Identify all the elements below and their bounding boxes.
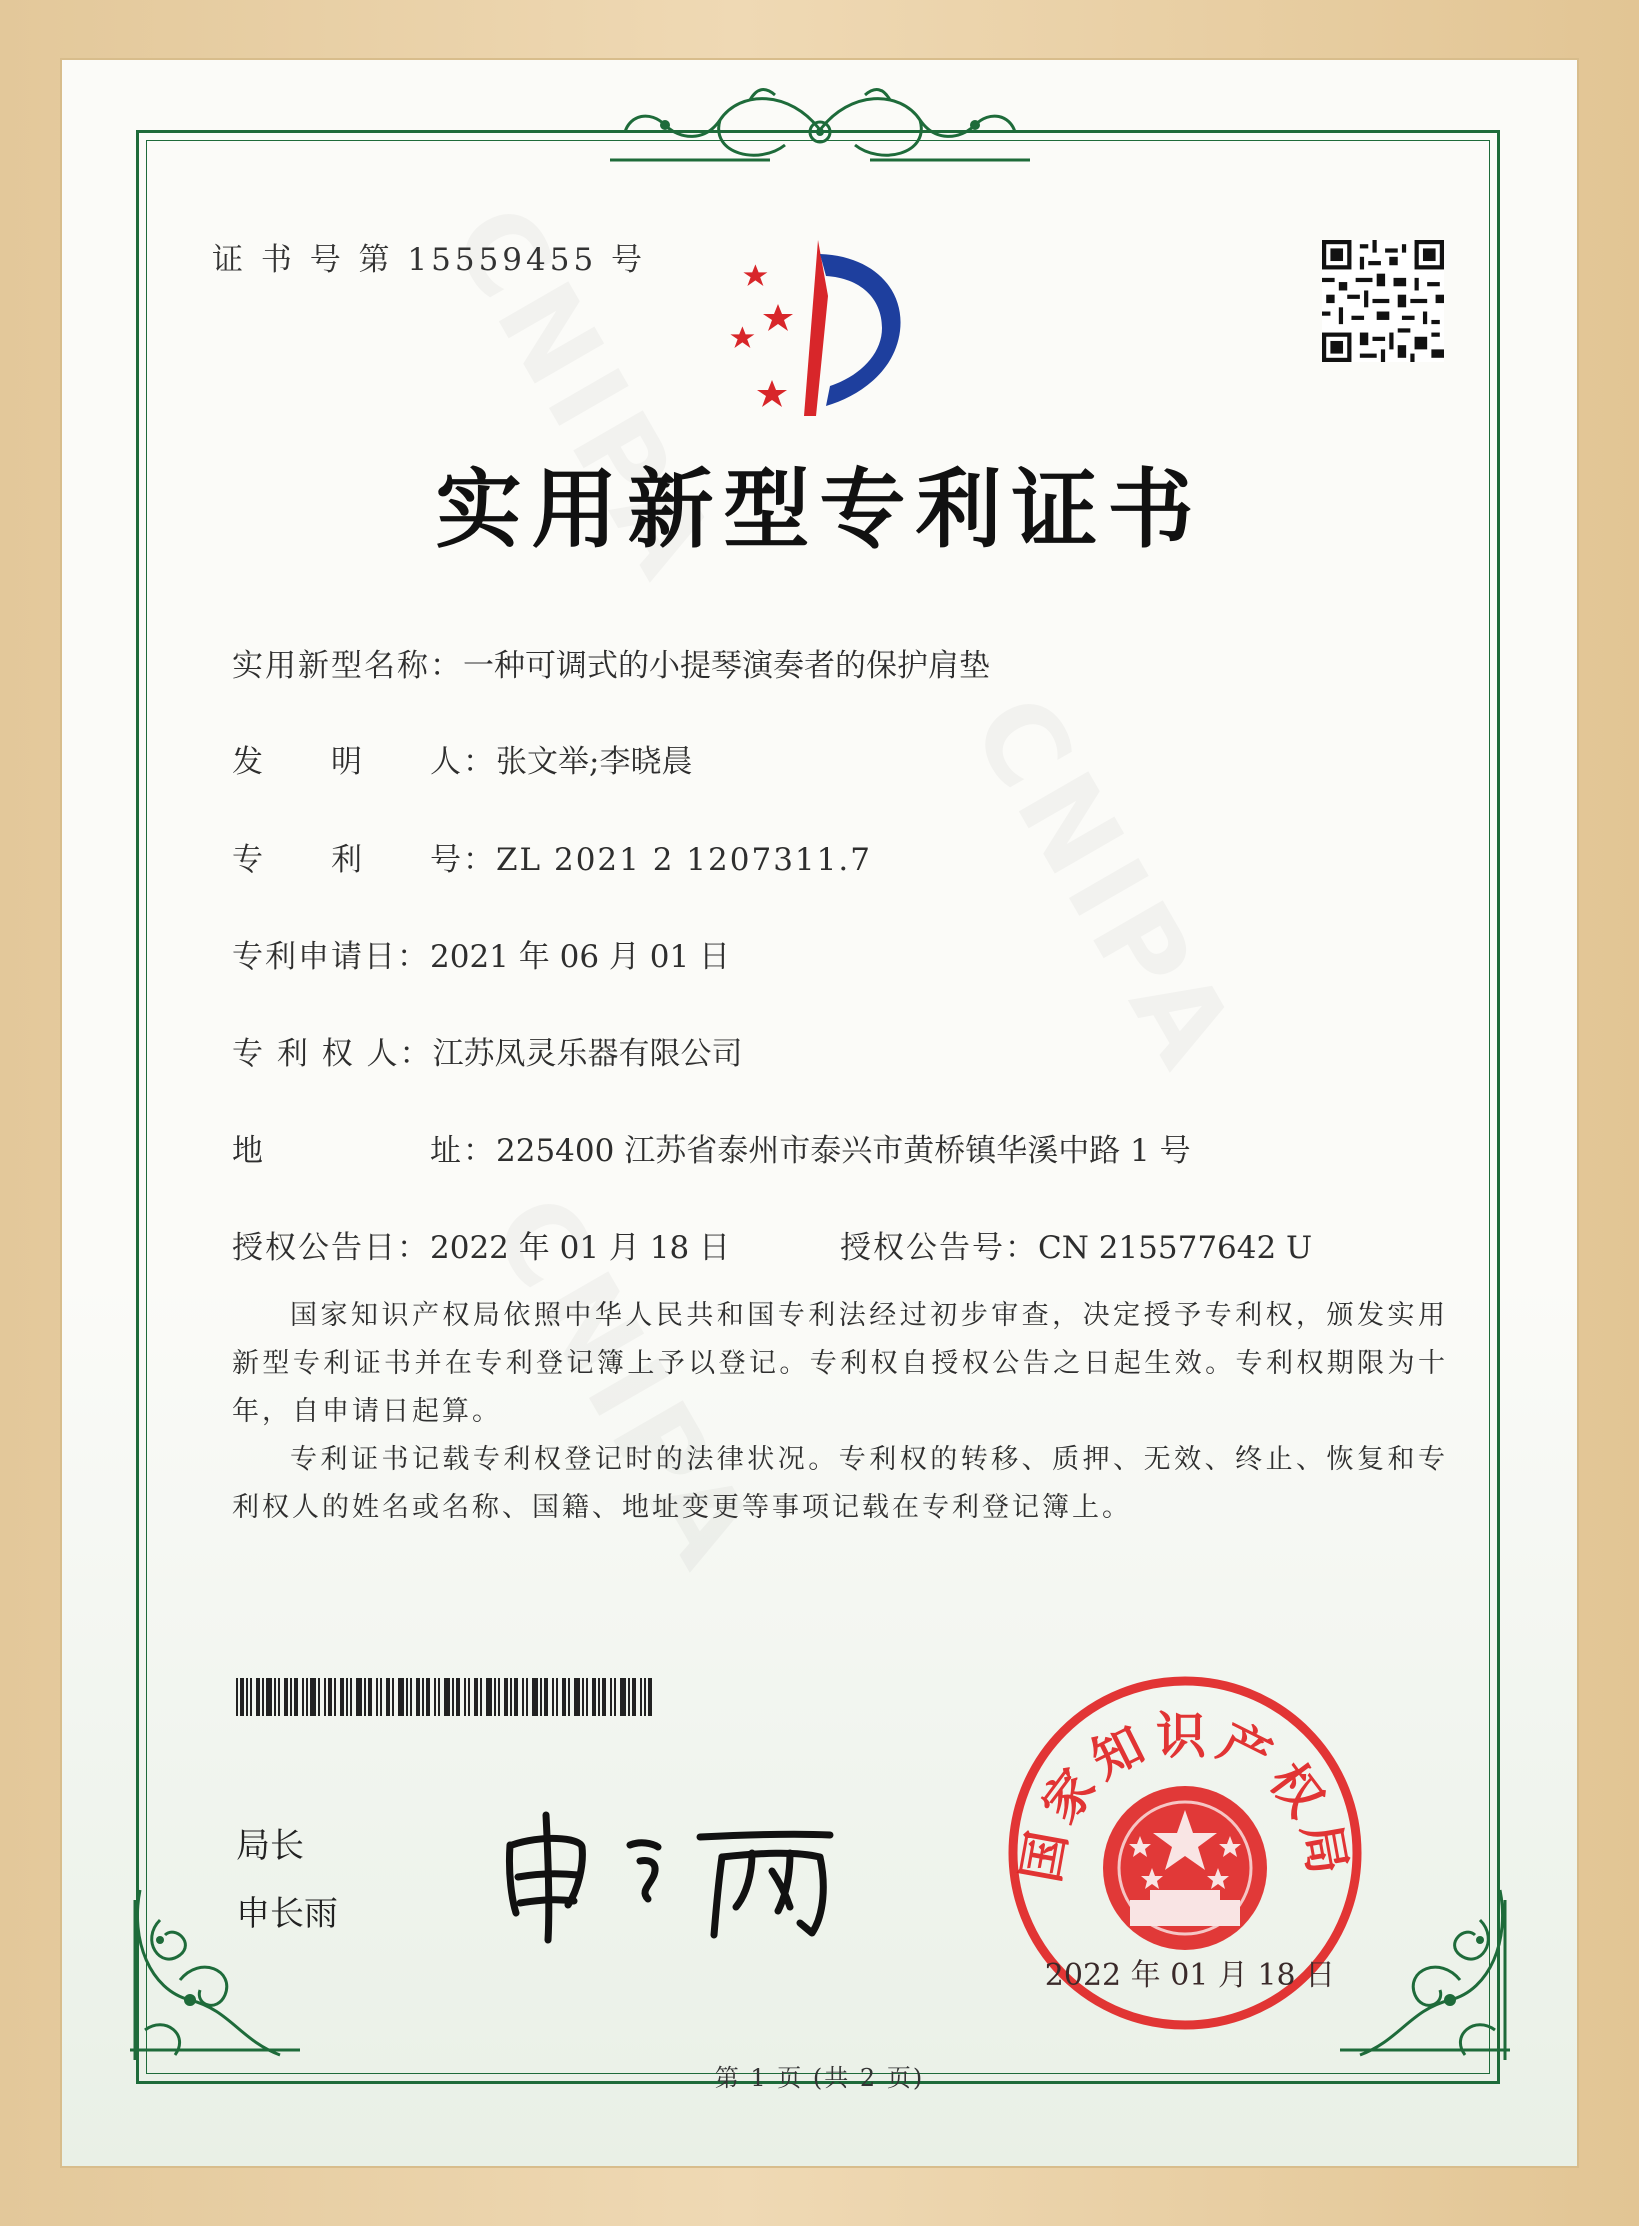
apply-date-value: 2021 年 06 月 01 日 [430, 939, 731, 975]
body-paragraph-2: 专利证书记载专利权登记时的法律状况。专利权的转移、质押、无效、终止、恢复和专利权人的姓名或名称、国籍、地址变更等事项记载在专利登记簿上。 [232, 1444, 1448, 1523]
address-row [232, 1125, 1191, 1170]
patent-number-label: 专 利 号： [232, 842, 496, 878]
director-name: 申长雨 [236, 1894, 338, 1934]
patentee-value: 江苏凤灵乐器有限公司 [432, 1036, 743, 1072]
patentee-row [232, 1028, 743, 1073]
model-name-label: 实用新型名称： [232, 648, 463, 684]
qr-code-icon[interactable] [1322, 240, 1444, 362]
apply-date-label: 专利申请日： [232, 939, 430, 975]
seal-date: 2022 年 01 月 18 日 [1044, 1958, 1336, 1993]
page-number: 第 1 页 (共 2 页) [714, 2064, 925, 2092]
grant-date-value: 2022 年 01 月 18 日 [430, 1230, 731, 1266]
floral-ornament-icon [570, 70, 1070, 180]
inventor-value: 张文举;李晓晨 [496, 744, 693, 780]
body-paragraph-1: 国家知识产权局依照中华人民共和国专利法经过初步审查，决定授予专利权，颁发实用新型专利证书并在专利登记簿上予以登记。专利权自授权公告之日起生效。专利权期限为十年，自申请日起算。 [232, 1300, 1448, 1427]
certificate-title: 实用新型专利证书 [435, 460, 1204, 560]
director-title: 局长 [236, 1826, 304, 1866]
patent-number-row [232, 834, 872, 879]
inventor-row [232, 736, 692, 781]
address-label: 地 址： [232, 1133, 496, 1169]
patentee-label: 专 利 权 人： [232, 1036, 433, 1072]
certificate-number: 证 书 号 第 15559455 号 [212, 242, 647, 278]
cnipa-emblem-icon [700, 236, 910, 436]
grant-number-label: 授权公告号： [840, 1230, 1038, 1266]
signature-image [490, 1795, 850, 1945]
grant-date-label: 授权公告日： [232, 1230, 430, 1266]
address-value: 225400 江苏省泰州市泰兴市黄桥镇华溪中路 1 号 [496, 1133, 1191, 1169]
grant-number-row [840, 1222, 1312, 1267]
model-name-value: 一种可调式的小提琴演奏者的保护肩垫 [463, 648, 990, 684]
barcode-icon [236, 1678, 652, 1716]
inventor-label: 发 明 人： [232, 744, 496, 780]
svg-text:国家知识产权局: 国家知识产权局 [1011, 1707, 1359, 1887]
grant-date-row [232, 1222, 730, 1267]
model-name-row [232, 640, 990, 685]
patent-number-value: ZL 2021 2 1207311.7 [496, 842, 872, 878]
grant-number-value: CN 215577642 U [1038, 1230, 1313, 1266]
apply-date-row [232, 931, 730, 976]
